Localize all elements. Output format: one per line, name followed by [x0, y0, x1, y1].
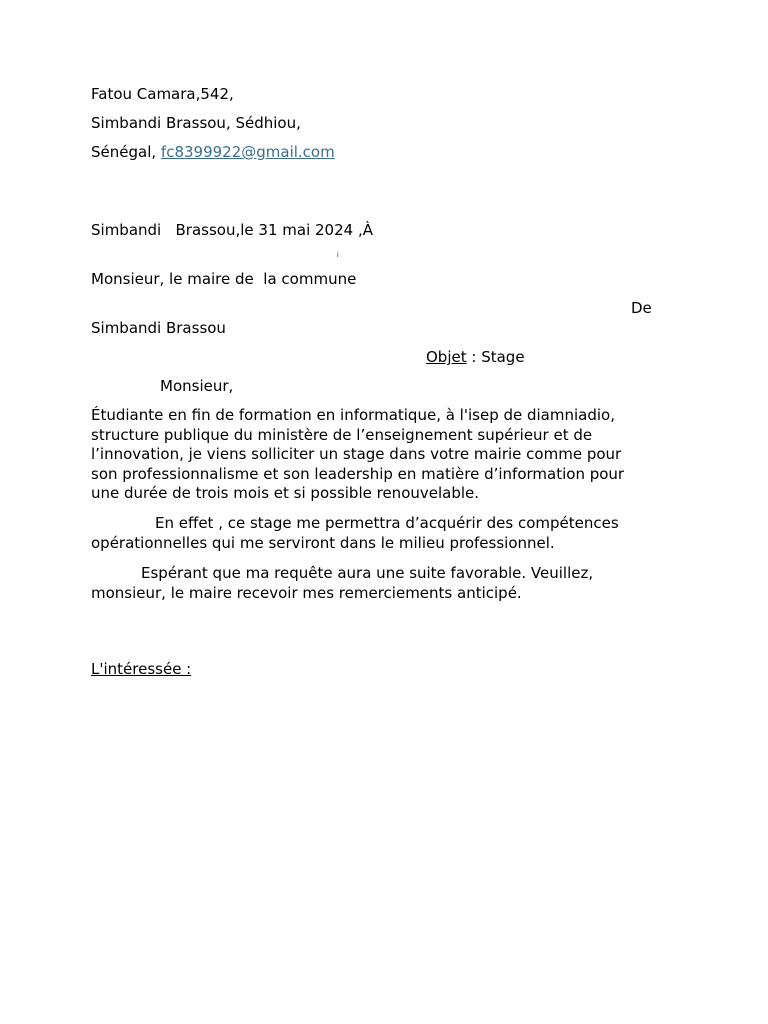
- object-text: : Stage: [466, 348, 525, 366]
- signature-label: L'intéressée :: [91, 660, 192, 678]
- salutation: Monsieur,: [160, 377, 234, 395]
- object-label: Objet: [426, 348, 467, 366]
- body-paragraph-1: Étudiante en fin de formation en informatique, à l'isep de diamniadio, structure publique du ministère de l’enseignement supérieur et de l’innovation, je viens solliciter un stage dans votre mairie comme pour son professionnalisme et son leadership en matière d’information pour une durée de trois mois et si possible renouvelable.: [91, 406, 625, 502]
- sender-address-line: Simbandi Brassou, Sédhiou,: [91, 114, 301, 132]
- recipient-town: Simbandi Brassou: [91, 319, 226, 337]
- body-paragraph-3: Espérant que ma requête aura une suite favorable. Veuillez, monsieur, le maire recevoir mes remerciements anticipé.: [91, 564, 594, 602]
- object-line: [426, 348, 525, 367]
- recipient-de: De: [631, 299, 652, 317]
- tiny-mark: i: [337, 252, 339, 259]
- sender-name-line: Fatou Camara,542,: [91, 85, 234, 103]
- place-date-line: Simbandi Brassou,le 31 mai 2024 ,À: [91, 221, 373, 239]
- sender-country-email-line: [91, 143, 335, 162]
- body-paragraph-2: En effet , ce stage me permettra d’acquérir des compétences opérationnelles qui me serviront dans le milieu professionnel.: [91, 514, 619, 552]
- sender-country: Sénégal,: [91, 143, 157, 161]
- sender-email-link[interactable]: fc8399922@gmail.com: [160, 143, 335, 161]
- recipient-line: Monsieur, le maire de la commune: [91, 270, 357, 288]
